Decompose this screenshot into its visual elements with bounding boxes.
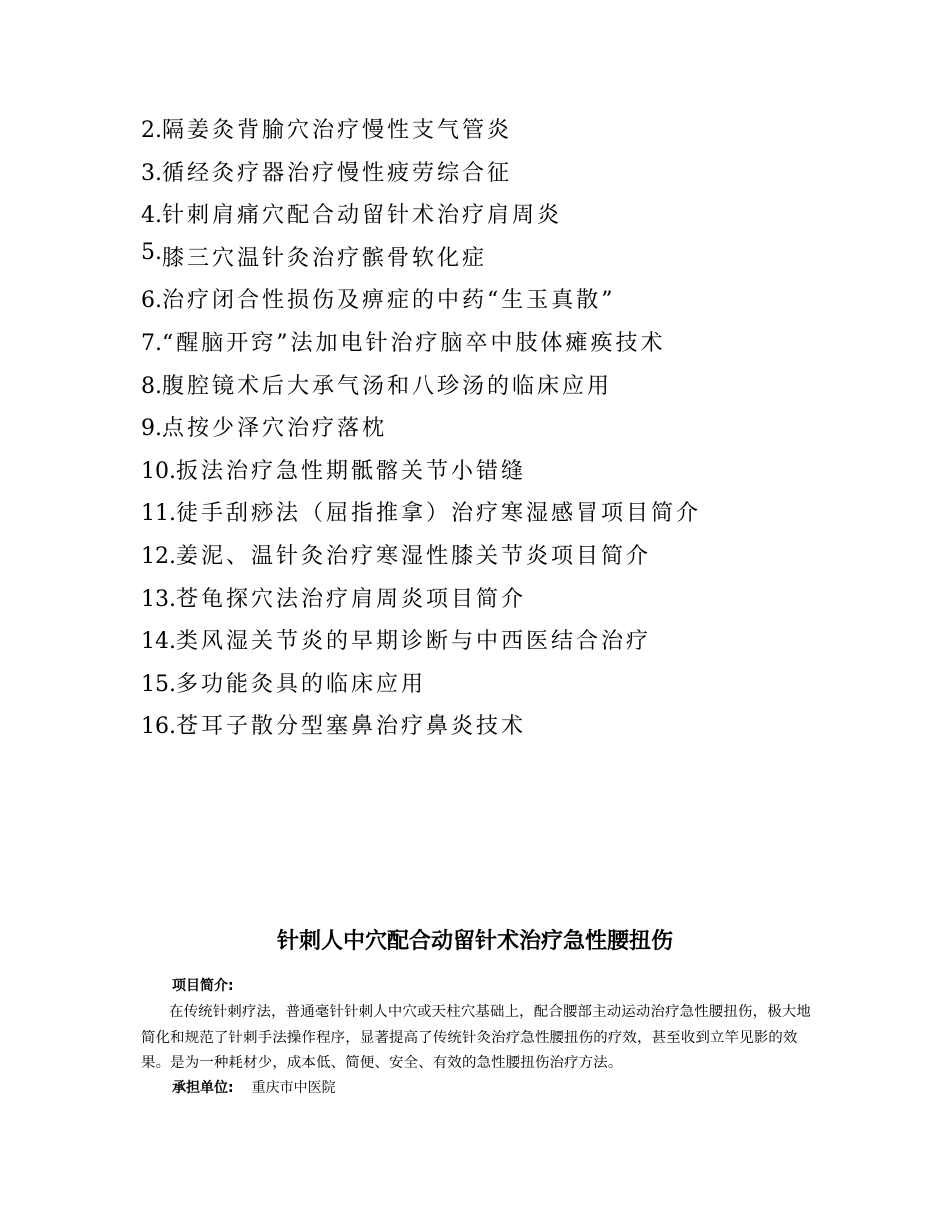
item-text: 苍龟探穴法治疗肩周炎项目简介 xyxy=(176,586,527,612)
item-number: 13. xyxy=(141,586,176,612)
unit-value: 重庆市中医院 xyxy=(251,1080,336,1096)
item-number: 14. xyxy=(141,629,176,655)
intro-label: 项目简介: xyxy=(172,978,234,994)
item-text: 苍耳子散分型塞鼻治疗鼻炎技术 xyxy=(176,714,527,740)
item-number: 7. xyxy=(141,330,162,356)
list-item xyxy=(141,238,701,281)
list-item xyxy=(141,579,701,622)
list-item xyxy=(141,280,701,323)
list-item xyxy=(141,706,701,749)
list-item xyxy=(141,110,701,153)
item-number: 2. xyxy=(141,118,162,143)
item-number: 3. xyxy=(141,160,162,186)
intro-paragraph: 在传统针刺疗法，普通毫针针刺人中穴或天柱穴基础上，配合腰部主动运动治疗急性腰扭伤，极大地简化和规范了针刺手法操作程序，显著提高了传统针灸治疗急性腰扭伤的疗效，甚至收到立竿见影的效果。是为一种耗材少，成本低、简便、安全、有效的急性腰扭伤治疗方法。 xyxy=(141,1004,811,1071)
list-item xyxy=(141,195,701,238)
item-number: 9. xyxy=(141,416,162,442)
list-item xyxy=(141,153,701,196)
item-number: 10. xyxy=(141,458,176,484)
item-text: 姜泥、温针灸治疗寒湿性膝关节炎项目简介 xyxy=(176,543,652,569)
item-text: “醒脑开窍”法加电针治疗脑卒中肢体瘫痪技术 xyxy=(162,330,666,356)
item-text: 隔姜灸背腧穴治疗慢性支气管炎 xyxy=(162,118,513,143)
item-text: 徒手刮痧法（屈指推拿）治疗寒湿感冒项目简介 xyxy=(176,501,702,527)
item-number: 16. xyxy=(141,714,176,740)
item-text: 针刺肩痛穴配合动留针术治疗肩周炎 xyxy=(162,203,563,229)
item-number: 6. xyxy=(141,288,162,314)
item-number: 8. xyxy=(141,373,162,399)
list-item xyxy=(141,451,701,494)
list-item xyxy=(141,664,701,707)
undertaking-unit xyxy=(172,1077,336,1097)
list-item xyxy=(141,408,701,451)
item-text: 膝三穴温针灸治疗髌骨软化症 xyxy=(162,245,488,271)
item-text: 扳法治疗急性期骶髂关节小错缝 xyxy=(176,458,527,484)
item-number: 4. xyxy=(141,203,162,229)
item-number: 5. xyxy=(141,239,162,265)
item-number: 11. xyxy=(141,501,176,527)
item-text: 腹腔镜术后大承气汤和八珍汤的临床应用 xyxy=(162,373,613,399)
list-item xyxy=(141,493,701,536)
item-text: 点按少泽穴治疗落枕 xyxy=(162,416,388,442)
project-list xyxy=(141,110,701,749)
item-number: 15. xyxy=(141,671,176,697)
list-item xyxy=(141,366,701,409)
item-number: 12. xyxy=(141,543,176,569)
item-text: 治疗闭合性损伤及痹症的中药“生玉真散” xyxy=(162,288,616,314)
list-item xyxy=(141,536,701,579)
unit-label: 承担单位: xyxy=(172,1080,234,1096)
list-item xyxy=(141,323,701,366)
item-text: 类风湿关节炎的早期诊断与中西医结合治疗 xyxy=(176,629,652,655)
item-text: 循经灸疗器治疗慢性疲劳综合征 xyxy=(162,160,513,186)
item-text: 多功能灸具的临床应用 xyxy=(176,671,427,697)
section-title: 针刺人中穴配合动留针术治疗急性腰扭伤 xyxy=(276,929,673,954)
list-item xyxy=(141,621,701,664)
